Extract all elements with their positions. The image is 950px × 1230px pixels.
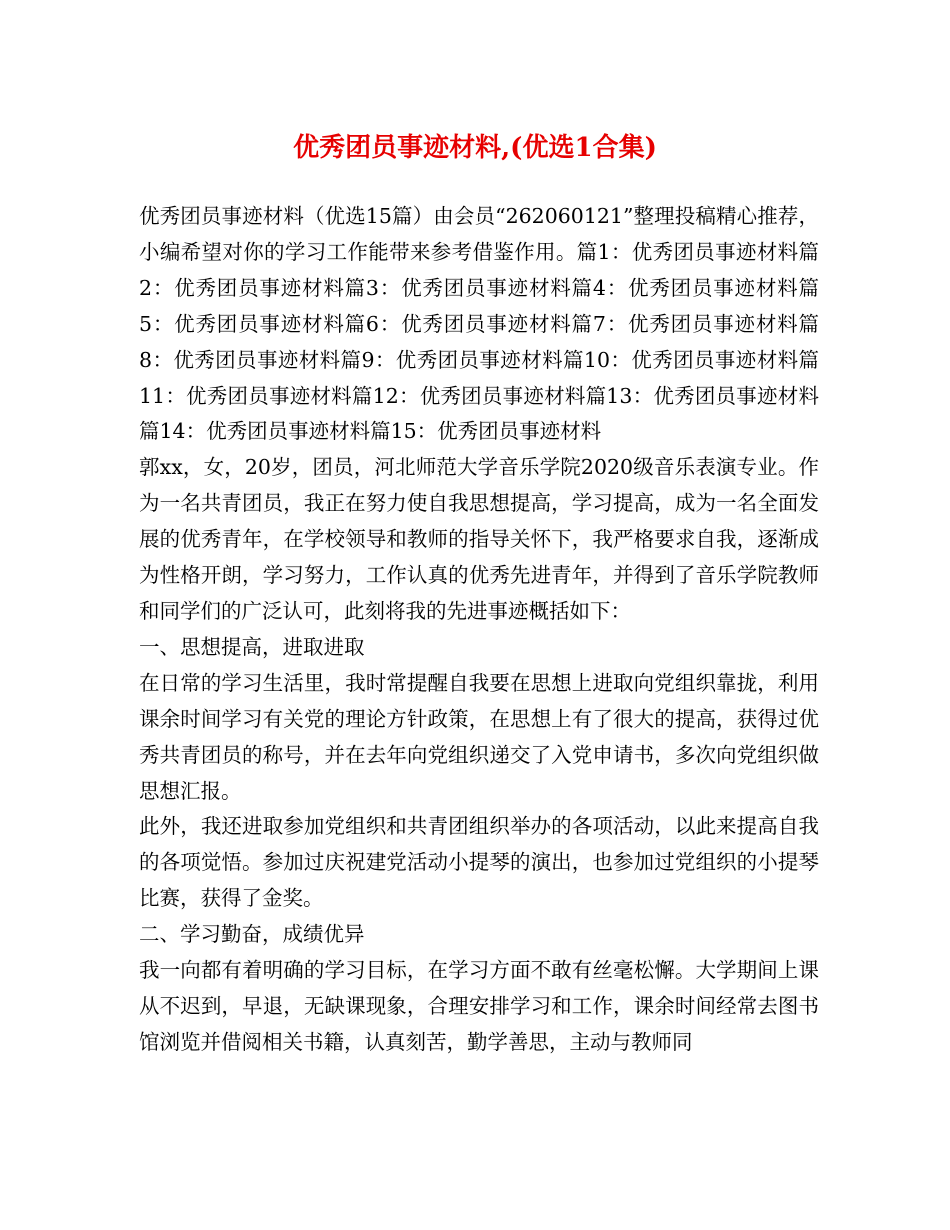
document-body xyxy=(139,199,819,1061)
section-1-paragraph-1: 在日常的学习生活里，我时常提醒自我要在思想上进取向党组织靠拢，利用课余时间学习有关党的理论方针政策，在思想上有了很大的提高，获得过优秀共青团员的称号，并在去年向党组织递交了入党申请书，多次向党组织做思想汇报。 xyxy=(139,670,819,803)
document-title: 优秀团员事迹材料,(优选1合集) xyxy=(293,133,657,163)
profile-paragraph: 郭xx，女，20岁，团员，河北师范大学音乐学院2020级音乐表演专业。作为一名共青团员，我正在努力使自我思想提高，学习提高，成为一名全面发展的优秀青年，在学校领导和教师的指导关怀下，我严格要求自我，逐渐成为性格开朗，学习努力，工作认真的优秀先进青年，并得到了音乐学院教师和同学们的广泛认可，此刻将我的先进事迹概括如下： xyxy=(139,455,819,623)
section-2-paragraph-1: 我一向都有着明确的学习目标，在学习方面不敢有丝毫松懈。大学期间上课从不迟到，早退，无缺课现象，合理安排学习和工作，课余时间经常去图书馆浏览并借阅相关书籍，认真刻苦，勤学善思，主动与教师同 xyxy=(139,958,819,1054)
section-heading-2: 二、学习勤奋，成绩优异 xyxy=(139,922,365,947)
section-heading-1: 一、思想提高，进取进取 xyxy=(139,634,365,659)
intro-paragraph: 优秀团员事迹材料（优选15篇）由会员“262060121”整理投稿精心推荐，小编希望对你的学习工作能带来参考借鉴作用。篇1：优秀团员事迹材料篇2：优秀团员事迹材料篇3：优秀团员事迹材料篇4：优秀团员事迹材料篇5：优秀团员事迹材料篇6：优秀团员事迹材料篇7：优秀团员事迹材料篇8：优秀团员事迹材料篇9：优秀团员事迹材料篇10：优秀团员事迹材料篇11：优秀团员事迹材料篇12：优秀团员事迹材料篇13：优秀团员事迹材料篇14：优秀团员事迹材料篇15：优秀团员事迹材料 xyxy=(139,204,819,444)
section-1-paragraph-2: 此外，我还进取参加党组织和共青团组织举办的各项活动，以此来提高自我的各项觉悟。参加过庆祝建党活动小提琴的演出，也参加过党组织的小提琴比赛，获得了金奖。 xyxy=(139,814,819,911)
